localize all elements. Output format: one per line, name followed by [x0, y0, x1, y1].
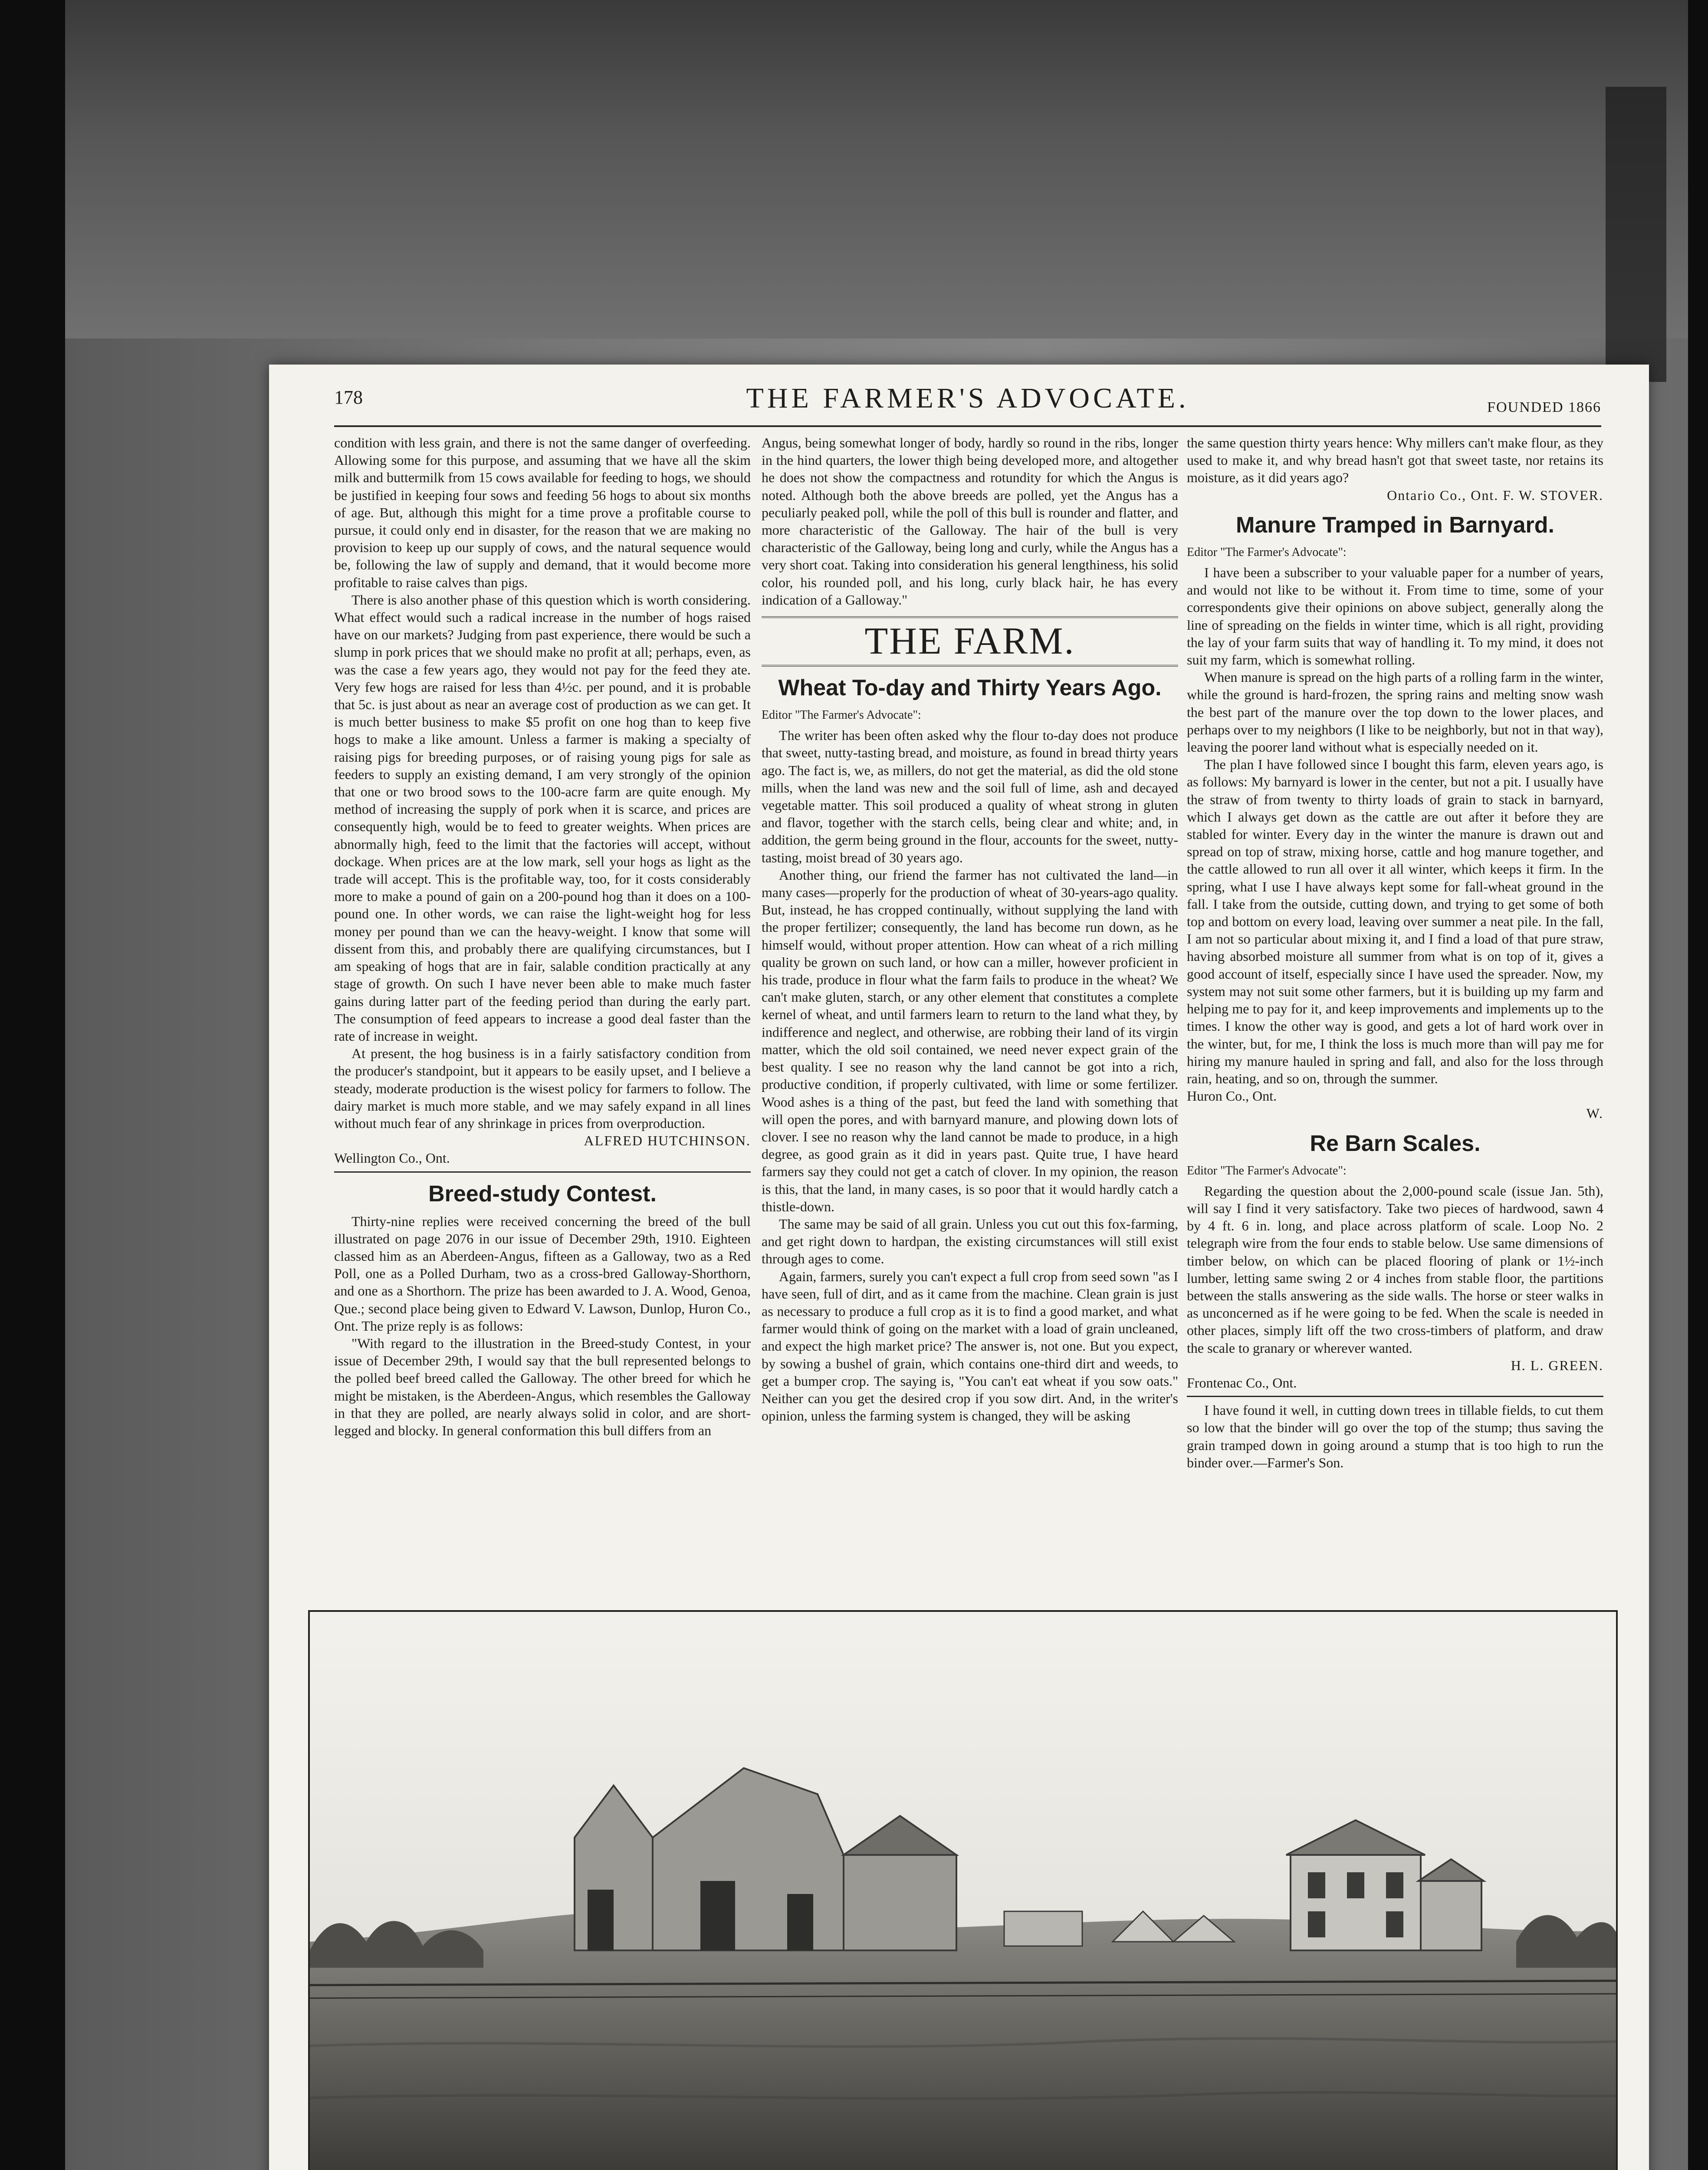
paragraph: The writer has been often asked why the flour to-day does not produce that sweet, nutty-tasting bread, and moisture, as found in bread thirty years ago. The fact is, we, as millers, do not get the material, as did the old stone mills, when the land was new and the soil full of lime, ash and decayed vegetable matter. This soil produced a quality of wheat strong in gluten and flavor, together with the starch cells, being clear and white; and, in addition, the germ being ground in the flour, accounts for the sweet, nutty-tasting, moist bread of 30 years ago.: [762, 727, 1178, 865]
column-3: [1187, 434, 1603, 1471]
editor-salutation: Editor "The Farmer's Advocate":: [1187, 1164, 1347, 1177]
paragraph: "With regard to the illustration in the Breed-study Contest, in your issue of December 29th, I would say that the bull represented belongs to the polled beef breed called the Galloway. The other breed for which he might be mistaken, is the Aberdeen-Angus, which resembles the Galloway in that they are polled, are nearly always solid in color, and are short-legged and blocky. In general conformation this bull differs from an: [334, 1335, 751, 1438]
paragraph: When manure is spread on the high parts of a rolling farm in the winter, while the ground is hard-frozen, the spring rains and melting snow wash the best part of the manure over the top down to the lower places, and perhaps over to my neighbors (I like to be neighborly, but not in that way), leaving the poorer land without what is especially needed on it.: [1187, 669, 1603, 755]
paragraph: The plan I have followed since I bought this farm, eleven years ago, is as follows: My barnyard is lower in the center, but not a pit. I usually have the straw of from twenty to thirty loads of grain to stack in barnyard, which I always get down as the cattle are out after it before they are stabled for winter. Every day in the winter the manure is drawn out and spread on top of straw, mixing horse, cattle and hog manure together, and the cattle allowed to run all over it all winter, which keeps it firm. In the spring, what I use I have always kept some for fall-wheat ground in the fall. I take from the outside, cutting down, and trying to get some of both top and bottom on every load, leaving over summer a neat pile. In the fall, I am not so particular about mixing it, and I find a load of that pure straw, having absorbed moisture all summer from what is on top of it, gives a good account of itself, especially since I have used the spreader. Now, my system may not suit some other farmers, but it is building up my farm and helping me to pay for it, and keep improvements and implements up to the times. I know the other way is good, and gets a lot of hard work over in the winter, but, for me, I think the loss is much more than will pay me for hiring my manure hauled in spring and fall, and also for the loss through rain, heating, and so on, through the summer.: [1187, 756, 1603, 1086]
paragraph: Regarding the question about the 2,000-pound scale (issue Jan. 5th), will say I find it very satisfactory. Take two pieces of hardwood, sawn 4 by 4 ft. 6 in. long, and place across platform of scale. Loop No. 2 telegraph wire from the four ends to stable below. Use same dimensions of timber below, on which can be placed flooring of plank or 1½-inch lumber, letting same swing 2 or 4 inches from stable floor, the partitions between the stalls answering as the side walls. The horse or steer walks in as unconcerned as if he were going to be fed. When the scale is needed in other places, simply lift off the two cross-timbers of platform, and draw the scale to granary or wherever wanted.: [1187, 1183, 1603, 1356]
column-1: [334, 434, 751, 1439]
article-divider: [334, 1171, 751, 1173]
paragraph: Again, farmers, surely you can't expect a full crop from seed sown "as I have seen, full of dirt, and as it came from the machine. Clean grain is just as necessary to produce a full crop as it is to find a good market, and what farmer would think of going on the market with a load of grain uncleaned, and expect the high market price? The answer is, not one. But you expect, by sowing a bushel of grain, which contains one-third dirt and weeds, to get a bumper crop. The saying is, "You can't eat wheat if you sow oats." Neither can you get the desired crop if you sow dirt. And, in the writer's opinion, unless the farming system is changed, they will be asking: [762, 1268, 1178, 1424]
author-signature: Ontario Co., Ont. F. W. STOVER.: [1387, 487, 1603, 503]
founded-line: FOUNDED 1866: [1487, 399, 1601, 415]
author-location: Frontenac Co., Ont.: [1187, 1374, 1297, 1391]
heading-breed-study: Breed-study Contest.: [428, 1181, 657, 1207]
scanner-shadow: [65, 0, 1688, 339]
page-number: 178: [334, 387, 363, 408]
paragraph: I have been a subscriber to your valuable paper for a number of years, and would not like to be without it. From time to time, some of your correspondents give their opinions on above subject, generally along the line of spreading on the fields in winter time, which is all right, providing the lay of your farm suits that way of handling it. To my mind, it does not suit my farm, which is somewhat rolling.: [1187, 565, 1603, 668]
page-header: [334, 378, 1601, 427]
heading-wheat: Wheat To-day and Thirty Years Ago.: [778, 675, 1162, 701]
column-2: [762, 434, 1178, 1424]
paragraph: Another thing, our friend the farmer has not cultivated the land—in many cases—properly for the production of wheat of 30-years-ago quality. But, instead, he has cropped continually, without supplying the land with the proper fertilizer; consequently, the land has become run down, as he himself would, without proper attention. How can wheat of a rich milling quality be grown on such land, or how can a miller, however proficient in his trade, produce in flour what the farm fails to produce in the wheat? We can't make gluten, starch, or any other element that constitutes a complete kernel of wheat, and until farmers learn to return to the land what they, by indifference and neglect, and otherwise, are robbing their land of its virgin matter, which the old soil contained, we need never expect grain of the best quality. I see no reason why the land cannot be got into a rich, productive condition, if properly cultivated, with lime or some fertilizer. Wood ashes is a thing of the past, but feed the land with something that will open the pores, and with barnyard manure, and plowing down lots of clover. I see no reason why the land cannot be made to produce, in a high degree, as good grain as it did in years past. Quite true, I have heard farmers say they could not get a catch of clover. In my opinion, the reason is this, that the land, in many cases, is so poor that it would hardly catch a thistle-down.: [762, 867, 1178, 1214]
section-heading-the-farm: THE FARM.: [864, 620, 1075, 663]
editor-salutation: Editor "The Farmer's Advocate":: [1187, 545, 1347, 559]
paragraph: Thirty-nine replies were received concerning the breed of the bull illustrated on page 2076 in our issue of December 29th, 1910. Eighteen classed him as an Aberdeen-Angus, fifteen as a Galloway, two as a Red Poll, one as a Polled Durham, two as a cross-bred Galloway-Shorthorn, and one as a Shorthorn. The prize has been awarded to J. A. Wood, Genoa, Que.; second place being given to Edward V. Lawson, Dunlop, Huron Co., Ont. The prize reply is as follows:: [334, 1213, 751, 1334]
paragraph: There is also another phase of this question which is worth considering. What effect would such a radical increase in the number of hogs raised have on our markets? Judging from past experience, there would be such a slump in pork prices that we should make no profit at all; perhaps, even, as was the case a few years ago, they would not pay for the feed they ate. Very few hogs are raised for less than 4½c. per pound, and it is probable that 5c. is just about as near an average cost of production as we can get. It is much better business to make $5 profit on one hog than to keep five hogs to make a like amount. Unless a farmer is making a specialty of raising pigs for breeding purposes, or of raising young pigs for sale as feeders to supply an existing demand, I am very strongly of the opinion that one or two brood sows to the 100-acre farm are quite enough. My method of increasing the supply of pork when it is scarce, and prices are consequently high, would be to feed to greater weights. When prices are abnormally high, feed to the limit that the factories will accept, without dockage. When prices are at the low mark, sell your hogs as light as the trade will accept. This is the profitable way, too, for it costs considerably more to make a pound of gain on a 200-pound hog than it does on a 100-pound one. In other words, we can raise the light-weight hog for less money per pound than we can the heavy-weight. I know that some will dissent from this, and probably there are qualifying circumstances, but I am speaking of hogs that are in fair, salable condition practically at any stage of growth. On such I have never been able to make much faster gains during latter part of the feeding period than during the early part. The consumption of feed appears to increase a good deal faster than the rate of increase in weight.: [334, 592, 751, 1044]
author-signature: W.: [1586, 1105, 1603, 1121]
author-location: Huron Co., Ont.: [1187, 1088, 1277, 1104]
author-signature: H. L. GREEN.: [1511, 1357, 1603, 1373]
farm-photograph: [308, 1610, 1618, 2170]
author-location: Wellington Co., Ont.: [334, 1150, 450, 1166]
paragraph: At present, the hog business is in a fairly satisfactory condition from the producer's standpoint, but it appears to be easily upset, and I believe a steady, moderate production is the wisest policy for farmers to follow. The dairy market is much more stable, and we may safely expand in all lines without much fear of any shrinkage in prices from overproduction.: [334, 1046, 751, 1131]
editor-salutation: Editor "The Farmer's Advocate":: [762, 708, 921, 722]
paragraph: the same question thirty years hence: Why millers can't make flour, as they used to make it, and why bread hasn't got that sweet taste, nor retains its moisture, as it did years ago?: [1187, 435, 1603, 486]
heading-manure: Manure Tramped in Barnyard.: [1236, 512, 1554, 538]
paragraph: The same may be said of all grain. Unless you cut out this fox-farming, and get right down to hardpan, the existing circumstances will still exist through ages to come.: [762, 1216, 1178, 1267]
scanner-clip: [1606, 87, 1666, 382]
section-banner: [762, 616, 1178, 667]
paragraph: I have found it well, in cutting down trees in tillable fields, to cut them so low that the binder will go over the top of the stump; thus saving the grain tramped down in going around a stump that is too high to run the binder over.—Farmer's Son.: [1187, 1402, 1603, 1470]
farm-photo-illustration: [310, 1612, 1616, 2170]
author-signature: ALFRED HUTCHINSON.: [584, 1133, 751, 1149]
newspaper-page: [269, 365, 1649, 2170]
paragraph: condition with less grain, and there is not the same danger of overfeeding. Allowing some for this purpose, and assuming that we have all the skim milk and buttermilk from 15 cows available for feeding to hogs, we should be justified in keeping four sows and feeding 56 hogs to about six months of age. But, although this might for a time prove a profitable course to pursue, it could only end in disaster, for the reason that we are making no provision to keep up our supply of cows, and the natural sequence would be, following the law of supply and demand, that it would become more profitable to raise calves than pigs.: [334, 435, 751, 590]
heading-barn-scales: Re Barn Scales.: [1310, 1131, 1481, 1156]
paper-title: THE FARMER'S ADVOCATE.: [746, 382, 1189, 414]
paragraph: Angus, being somewhat longer of body, hardly so round in the ribs, longer in the hind quarters, the lower thigh being developed more, and altogether he does not show the compactness and rotundity for which the Angus is noted. Although both the above breeds are polled, yet the Angus has a peculiarly peaked poll, while the poll of this bull is rounder and flatter, and more characteristic of the Galloway. The hair of the bull is very characteristic of the Galloway, being long and curly, while the Angus has a very short coat. Taking into consideration his general lengthiness, his solid color, his rounded poll, and his long, curly black hair, he has every indication of a Galloway.": [762, 435, 1178, 608]
article-divider: [1187, 1396, 1603, 1397]
